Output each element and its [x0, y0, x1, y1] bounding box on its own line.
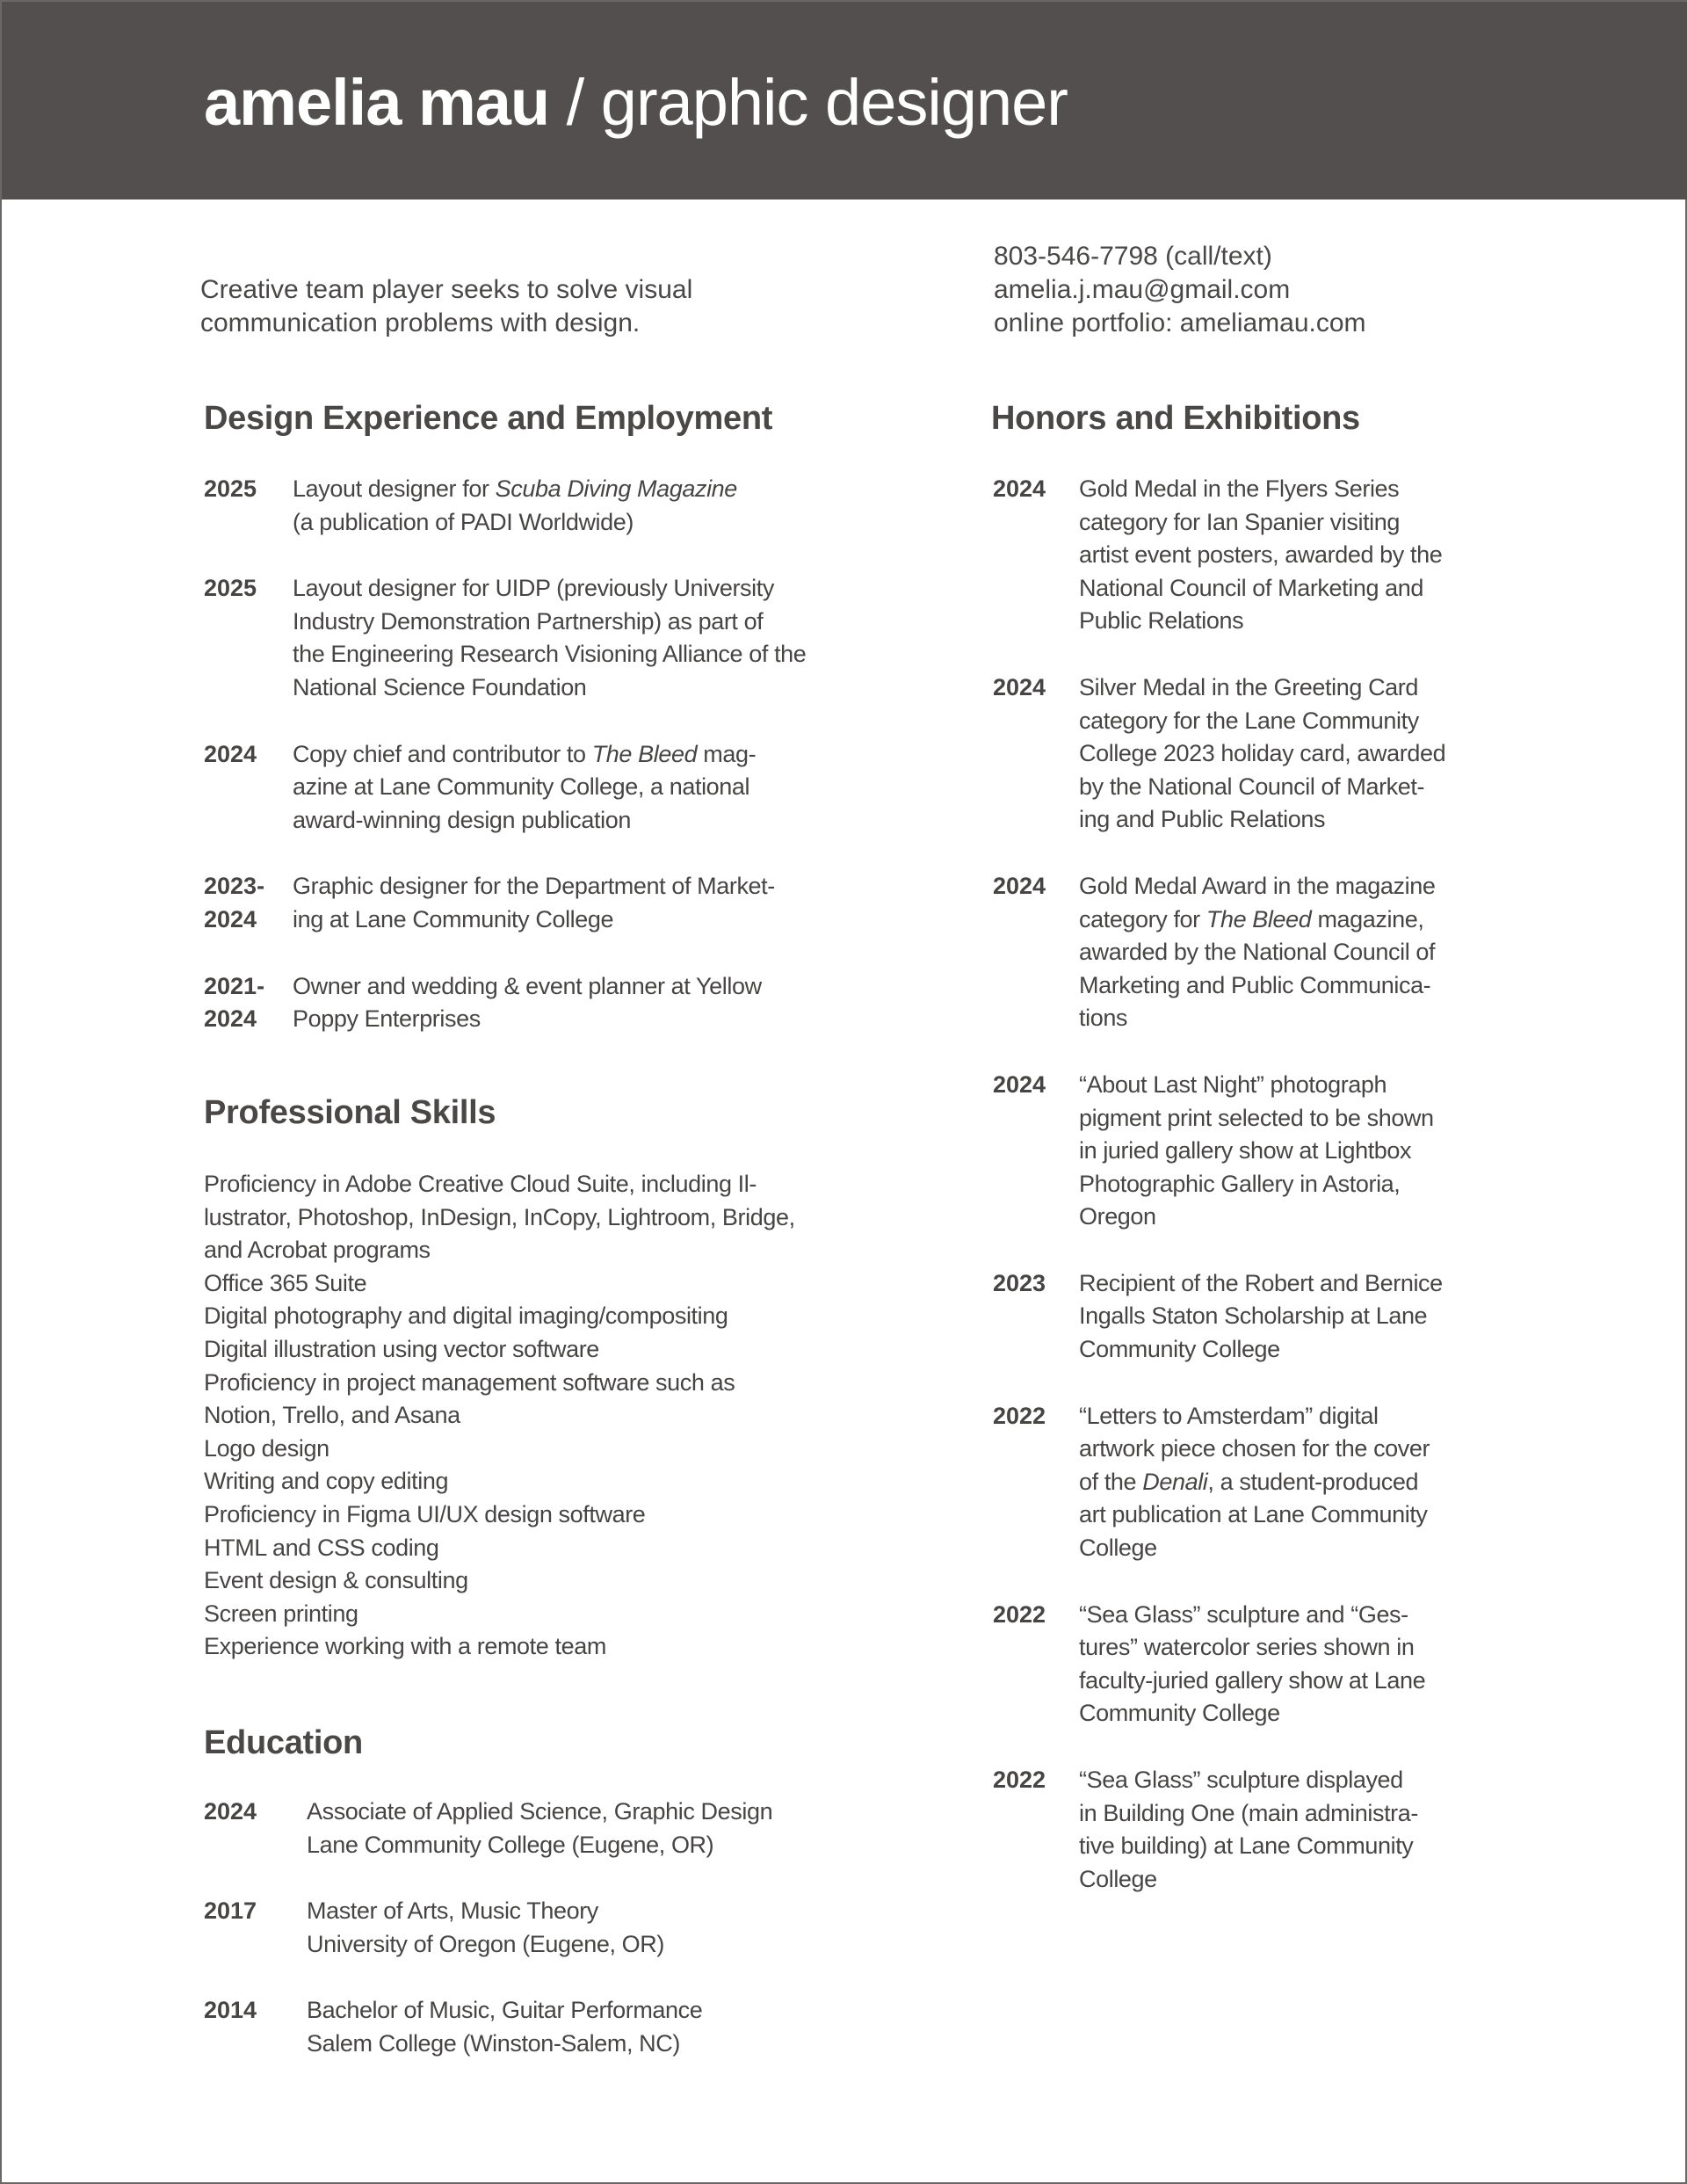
text-segment: Oregon — [1079, 1203, 1156, 1230]
description-line — [1079, 1631, 1608, 1665]
description-line — [1079, 1300, 1608, 1333]
skill-item: Writing and copy editing — [204, 1468, 449, 1495]
text-segment: category for — [1079, 905, 1206, 932]
entry-year: 2022 — [993, 1402, 1046, 1429]
text-segment: Recipient of the Robert and Bernice — [1079, 1269, 1443, 1296]
description-line — [1079, 1863, 1608, 1897]
entry-description — [307, 1895, 907, 1961]
description-line — [293, 804, 907, 838]
text-segment: National Science Foundation — [293, 673, 587, 700]
text-segment: Community College — [1079, 1700, 1280, 1727]
experience-entry — [204, 473, 907, 539]
text-segment: Marketing and Public Communica- — [1079, 971, 1431, 998]
description-line — [1079, 870, 1608, 903]
contact-info — [994, 240, 1366, 340]
entry-description — [1079, 1599, 1608, 1731]
entry-description — [1079, 1069, 1608, 1234]
description-line — [293, 638, 907, 671]
description-line — [1079, 1400, 1608, 1433]
experience-list — [204, 473, 907, 1070]
skill-item: Screen printing — [204, 1600, 358, 1627]
honors-entry — [993, 1267, 1608, 1367]
text-segment: tures” watercolor series shown in — [1079, 1634, 1415, 1661]
description-line — [1079, 903, 1608, 937]
description-line — [1079, 1135, 1608, 1168]
description-line — [1079, 969, 1608, 1003]
description-line — [1079, 1498, 1608, 1532]
text-segment: Copy chief and contributor to — [293, 740, 592, 767]
summary-line: communication problems with design. — [200, 308, 641, 337]
description-line — [1079, 1830, 1608, 1863]
description-line — [1079, 1466, 1608, 1499]
italic-title: The Bleed — [591, 740, 698, 767]
text-segment: faculty-juried gallery show at Lane — [1079, 1666, 1426, 1694]
entry-description — [1079, 1764, 1608, 1896]
description-line — [1079, 572, 1608, 606]
description-line — [293, 1003, 907, 1036]
skill-item: lustrator, Photoshop, InDesign, InCopy, Lightroom, Bridge, — [204, 1203, 795, 1230]
skills-heading: Professional Skills — [204, 1094, 496, 1131]
skill-item: Proficiency in project management software such as — [204, 1368, 735, 1396]
text-segment: Silver Medal in the Greeting Card — [1079, 673, 1418, 700]
description-line — [1079, 1102, 1608, 1136]
description-line — [293, 870, 907, 903]
text-segment: artist event posters, awarded by the — [1079, 541, 1443, 569]
entry-year: 2024 — [993, 1070, 1046, 1098]
text-segment: magazine, — [1311, 905, 1424, 932]
description-line — [1079, 1764, 1608, 1797]
text-segment: the Engineering Research Visioning Alliance of the — [293, 641, 807, 668]
text-segment: Gold Medal Award in the magazine — [1079, 872, 1436, 899]
description-line — [1079, 1201, 1608, 1234]
description-line — [1079, 1168, 1608, 1201]
description-line — [307, 2028, 907, 2061]
entry-year: 2024 — [993, 673, 1046, 700]
experience-entry — [204, 738, 907, 838]
entry-year: 2024 — [204, 740, 257, 767]
italic-title: Scuba Diving Magazine — [495, 475, 737, 502]
honors-heading: Honors and Exhibitions — [991, 400, 1360, 437]
description-line — [1079, 803, 1608, 837]
text-segment: Photographic Gallery in Astoria, — [1079, 1170, 1401, 1197]
entry-description — [1079, 1267, 1608, 1367]
entry-year: 2024 — [204, 1798, 257, 1825]
description-line — [1079, 1697, 1608, 1731]
header-banner — [2, 2, 1687, 200]
description-line — [307, 1829, 907, 1862]
text-segment: Salem College (Winston-Salem, NC) — [307, 2029, 680, 2057]
text-segment: category for the Lane Community — [1079, 707, 1419, 734]
text-segment: award-winning design publication — [293, 806, 631, 833]
entry-year: 2022 — [993, 1767, 1046, 1793]
text-segment: pigment print selected to be shown — [1079, 1104, 1434, 1131]
entry-description — [293, 870, 907, 936]
education-entry — [204, 1895, 907, 1961]
experience-entry — [204, 870, 907, 936]
text-segment: “About Last Night” photograph — [1079, 1070, 1387, 1098]
description-line — [1079, 1599, 1608, 1632]
skill-item: Office 365 Suite — [204, 1269, 367, 1296]
text-segment: “Sea Glass” sculpture and “Ges- — [1079, 1600, 1408, 1628]
description-line — [1079, 671, 1608, 705]
skill-item: HTML and CSS coding — [204, 1534, 439, 1561]
entry-year: 2025 — [204, 575, 257, 602]
text-segment: “Sea Glass” sculpture displayed — [1079, 1767, 1403, 1793]
description-line — [1079, 539, 1608, 572]
text-segment: azine at Lane Community College, a national — [293, 773, 750, 801]
skill-item: Digital photography and digital imaging/compositing — [204, 1302, 728, 1330]
text-segment: Associate of Applied Science, Graphic Design — [307, 1798, 773, 1825]
text-segment: College — [1079, 1865, 1157, 1892]
text-segment: Owner and wedding & event planner at Yellow — [293, 972, 762, 999]
entry-description — [1079, 1400, 1608, 1565]
role: graphic designer — [600, 66, 1068, 139]
text-segment: Public Relations — [1079, 607, 1244, 635]
text-segment: Master of Arts, Music Theory — [307, 1897, 598, 1925]
description-line — [1079, 771, 1608, 804]
text-segment: Lane Community College (Eugene, OR) — [307, 1831, 714, 1858]
description-line — [1079, 737, 1608, 771]
name: amelia mau — [204, 66, 550, 139]
entry-year: 2021- 2024 — [204, 972, 265, 1033]
text-segment: category for Ian Spanier visiting — [1079, 508, 1400, 535]
text-segment: Gold Medal in the Flyers Series — [1079, 475, 1400, 502]
entry-year: 2023 — [993, 1269, 1046, 1296]
description-line — [293, 606, 907, 639]
entry-year: 2023- 2024 — [204, 873, 265, 932]
text-segment: Layout designer for UIDP (previously University — [293, 575, 774, 602]
entry-description — [1079, 671, 1608, 837]
description-line — [307, 1994, 907, 2028]
description-line — [1079, 705, 1608, 738]
description-line — [293, 473, 907, 506]
description-line — [1079, 506, 1608, 540]
entry-description — [307, 1796, 907, 1861]
description-line — [1079, 473, 1608, 506]
description-line — [1079, 1433, 1608, 1466]
skill-item: and Acrobat programs — [204, 1237, 431, 1264]
description-line — [1079, 1267, 1608, 1301]
text-segment: Industry Demonstration Partnership) as part of — [293, 607, 764, 635]
entry-description — [307, 1994, 907, 2060]
description-line — [1079, 1333, 1608, 1367]
honors-entry — [993, 1764, 1608, 1896]
entry-year: 2024 — [993, 872, 1046, 899]
education-heading: Education — [204, 1724, 363, 1761]
text-segment: ing at Lane Community College — [293, 905, 614, 932]
email: amelia.j.mau@gmail.com — [994, 275, 1291, 304]
text-segment: in Building One (main administra- — [1079, 1799, 1418, 1826]
experience-entry — [204, 572, 907, 704]
entry-year: 2014 — [204, 1997, 257, 2024]
honors-entry — [993, 473, 1608, 638]
text-segment: mag- — [697, 740, 757, 767]
entry-description — [293, 572, 907, 704]
title-separator: / — [549, 66, 601, 139]
italic-title: The Bleed — [1206, 905, 1312, 932]
text-segment: by the National Council of Market- — [1079, 773, 1425, 800]
entry-year: 2024 — [993, 475, 1046, 502]
entry-year: 2025 — [204, 475, 257, 502]
honors-entry — [993, 1069, 1608, 1234]
skills-list — [204, 1168, 907, 1664]
description-line — [293, 970, 907, 1004]
portfolio: online portfolio: ameliamau.com — [994, 308, 1366, 337]
description-line — [1079, 1002, 1608, 1035]
entry-year: 2022 — [993, 1600, 1046, 1628]
description-line — [1079, 605, 1608, 638]
text-segment: tive building) at Lane Community — [1079, 1832, 1414, 1860]
description-line — [293, 771, 907, 804]
summary — [200, 273, 692, 340]
text-segment: awarded by the National Council of — [1079, 939, 1436, 966]
skill-item: Logo design — [204, 1434, 329, 1462]
text-segment: art publication at Lane Community — [1079, 1501, 1428, 1528]
text-segment: Graphic designer for the Department of Market- — [293, 873, 775, 900]
description-line — [293, 903, 907, 937]
description-line — [307, 1928, 907, 1962]
skill-item: Digital illustration using vector software — [204, 1335, 599, 1362]
description-line — [307, 1895, 907, 1928]
education-entry — [204, 1994, 907, 2060]
text-segment: College — [1079, 1535, 1157, 1562]
text-segment: University of Oregon (Eugene, OR) — [307, 1930, 664, 1957]
summary-line: Creative team player seeks to solve visual — [200, 275, 693, 304]
honors-entry — [993, 1400, 1608, 1565]
text-segment: National Council of Marketing and — [1079, 574, 1424, 601]
entry-description — [1079, 870, 1608, 1035]
skill-item: Experience working with a remote team — [204, 1633, 606, 1660]
entry-description — [293, 970, 907, 1036]
description-line — [1079, 1797, 1608, 1831]
description-line — [293, 506, 907, 540]
honors-entry — [993, 1599, 1608, 1731]
text-segment: (a publication of PADI Worldwide) — [293, 508, 634, 535]
description-line — [307, 1796, 907, 1829]
description-line — [293, 572, 907, 606]
text-segment: ing and Public Relations — [1079, 806, 1326, 833]
skill-item: Notion, Trello, and Asana — [204, 1402, 460, 1429]
entry-description — [293, 738, 907, 838]
text-segment: College 2023 holiday card, awarded — [1079, 740, 1446, 767]
experience-heading: Design Experience and Employment — [204, 400, 773, 437]
phone: 803-546-7798 (call/text) — [994, 242, 1272, 271]
description-line — [1079, 1532, 1608, 1565]
text-segment: Bachelor of Music, Guitar Performance — [307, 1997, 703, 2024]
text-segment: Layout designer for — [293, 475, 496, 502]
description-line — [293, 738, 907, 772]
entry-description — [1079, 473, 1608, 638]
text-segment: “Letters to Amsterdam” digital — [1079, 1402, 1379, 1429]
text-segment: tions — [1079, 1005, 1128, 1032]
description-line — [1079, 1069, 1608, 1102]
text-segment: Ingalls Staton Scholarship at Lane — [1079, 1302, 1428, 1330]
skill-item: Proficiency in Figma UI/UX design software — [204, 1500, 646, 1527]
text-segment: , a student-produced — [1207, 1468, 1419, 1495]
text-segment: in juried gallery show at Lightbox — [1079, 1137, 1412, 1165]
text-segment: Community College — [1079, 1336, 1280, 1363]
entry-description — [293, 473, 907, 539]
italic-title: Denali — [1142, 1468, 1208, 1495]
honors-entry — [993, 870, 1608, 1035]
honors-entry — [993, 671, 1608, 837]
description-line — [1079, 936, 1608, 969]
description-line — [293, 671, 907, 705]
text-segment: Poppy Enterprises — [293, 1005, 481, 1033]
page-title — [204, 65, 1068, 140]
skill-item: Event design & consulting — [204, 1567, 468, 1594]
text-segment: of the — [1079, 1468, 1143, 1495]
text-segment: artwork piece chosen for the cover — [1079, 1435, 1430, 1462]
description-line — [1079, 1665, 1608, 1698]
honors-list — [993, 473, 1608, 1929]
education-entry — [204, 1796, 907, 1861]
skill-item: Proficiency in Adobe Creative Cloud Suite, including Il- — [204, 1171, 757, 1197]
education-list — [204, 1796, 907, 2094]
entry-year: 2017 — [204, 1897, 257, 1925]
experience-entry — [204, 970, 907, 1036]
